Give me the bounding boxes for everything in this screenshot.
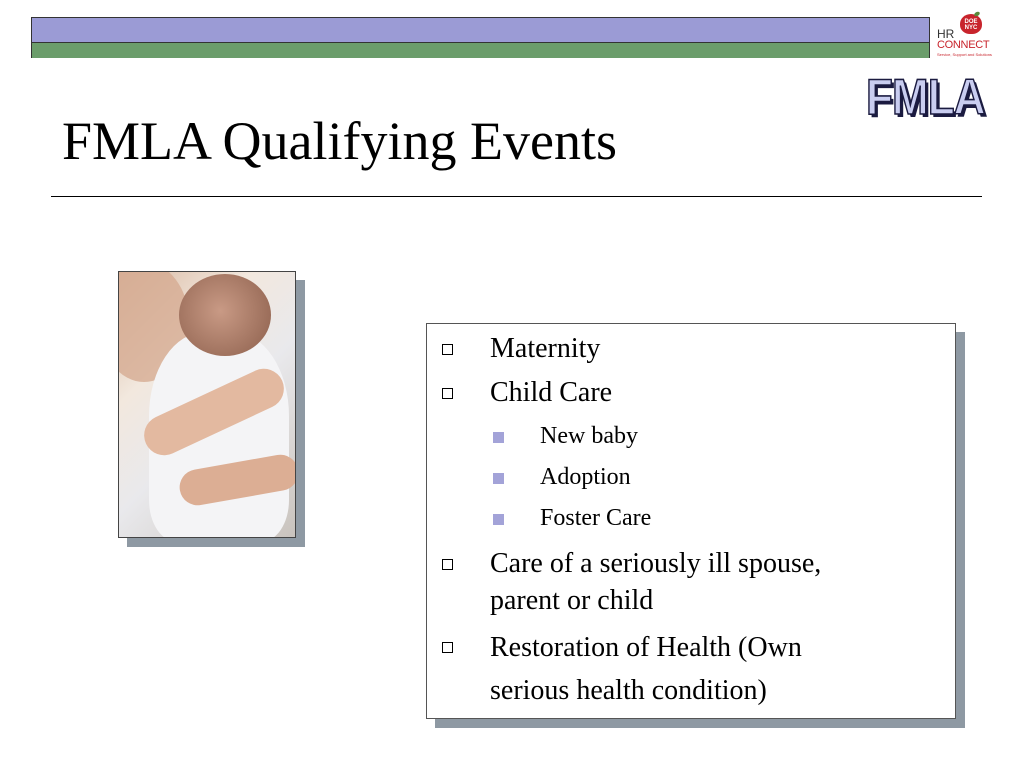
header-bars <box>31 17 930 58</box>
sub-bullet-text: Adoption <box>540 464 631 490</box>
hollow-square-bullet-icon <box>442 642 453 653</box>
bullet-item <box>490 626 802 712</box>
title-divider <box>51 196 982 197</box>
filled-square-bullet-icon <box>493 473 504 484</box>
hr-connect-logo <box>933 12 1003 60</box>
header-bar-top <box>32 18 929 43</box>
bullet-box <box>426 323 956 719</box>
sub-bullet-item <box>540 503 651 533</box>
bullet-text-line: Restoration of Health (Own <box>490 632 802 663</box>
apple-text: DOE NYC <box>964 19 978 31</box>
bullet-text: Child Care <box>490 377 613 408</box>
hollow-square-bullet-icon <box>442 388 453 399</box>
bullet-text-line: serious health condition) <box>490 675 767 706</box>
bullet-text-line: parent or child <box>490 585 654 616</box>
bullet-text-line: Care of a seriously ill spouse, <box>490 548 822 579</box>
bullet-item <box>490 330 600 367</box>
logo-tagline: Service, Support and Solutions <box>937 52 992 57</box>
hollow-square-bullet-icon <box>442 344 453 355</box>
logo-connect: CONNECT <box>937 39 990 51</box>
filled-square-bullet-icon <box>493 514 504 525</box>
header-bar-bottom <box>32 43 929 58</box>
bullet-item <box>490 545 821 619</box>
leaf-icon <box>973 11 980 17</box>
mother-baby-photo <box>118 271 296 538</box>
hollow-square-bullet-icon <box>442 559 453 570</box>
fmla-logo: FMLA <box>866 69 985 125</box>
bullet-item <box>490 374 612 411</box>
filled-square-bullet-icon <box>493 432 504 443</box>
sub-bullet-item <box>540 421 638 451</box>
sub-bullet-item <box>540 462 631 492</box>
bullet-text: Maternity <box>490 333 601 364</box>
sub-bullet-text: Foster Care <box>540 505 652 531</box>
sub-bullet-text: New baby <box>540 423 638 449</box>
slide-title: FMLA Qualifying Events <box>62 111 617 171</box>
logo-hr: HR <box>937 27 955 41</box>
photo-baby-head <box>179 274 271 356</box>
